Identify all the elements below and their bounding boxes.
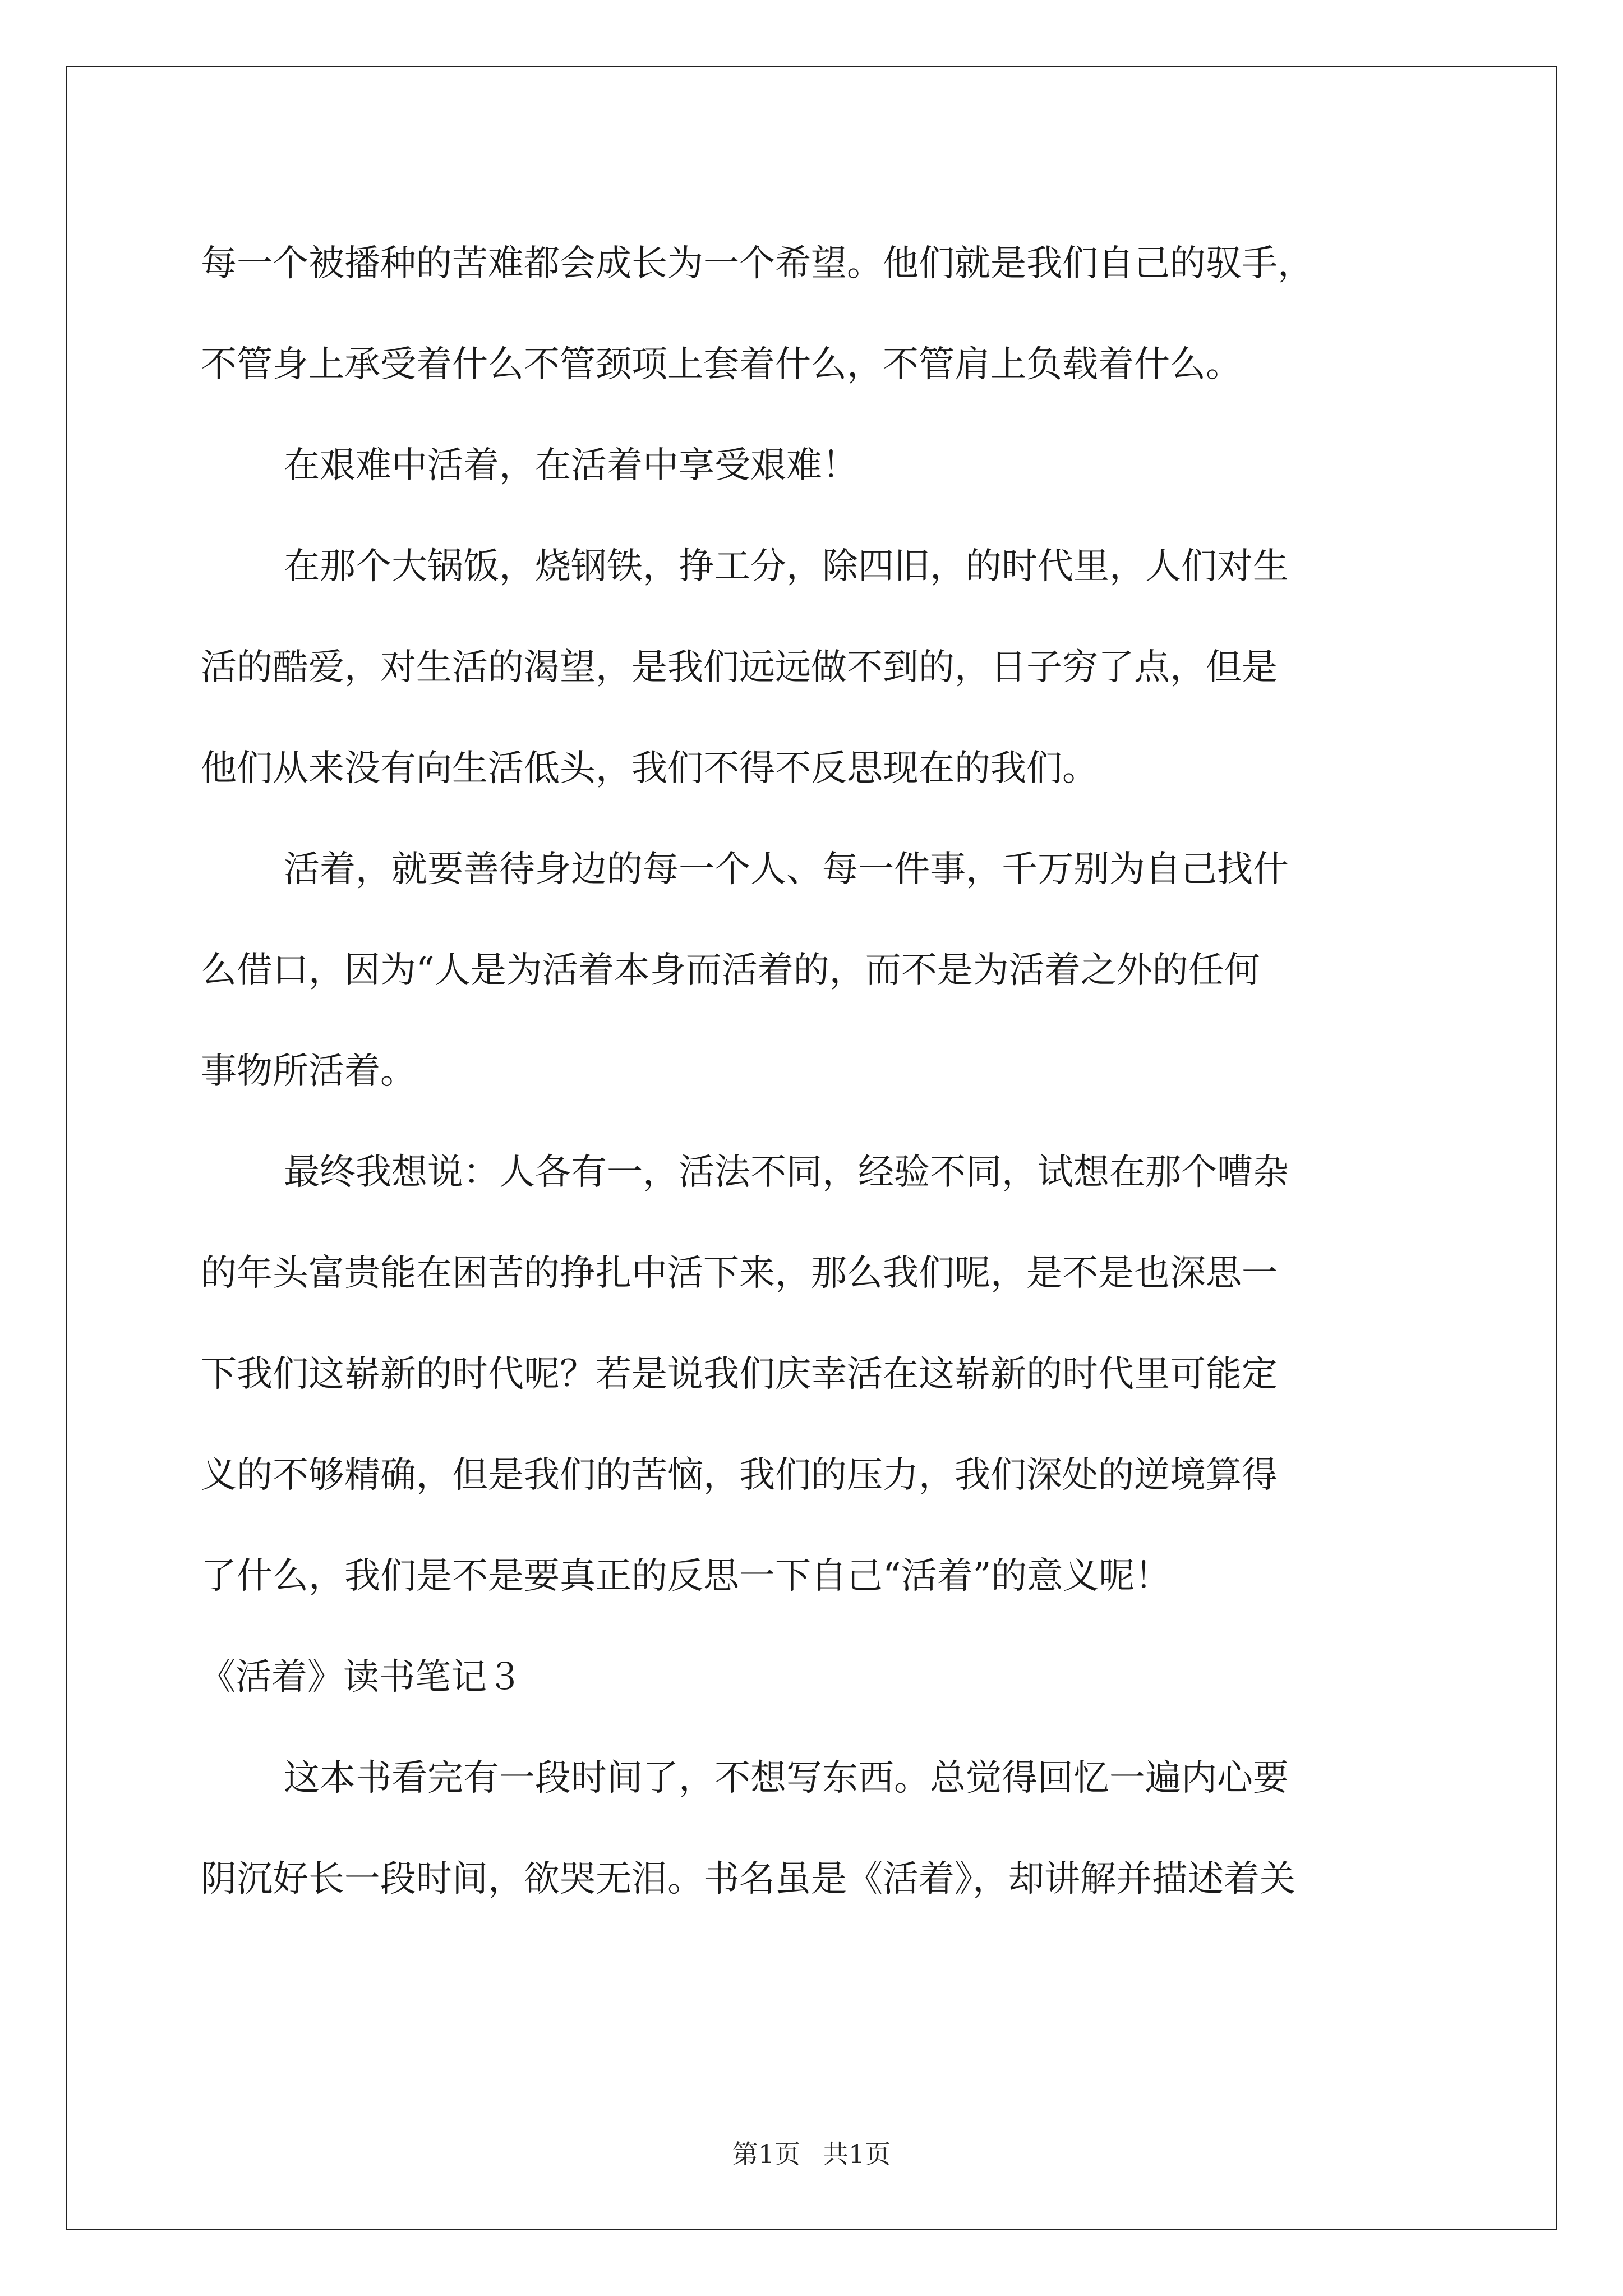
text-line: 义的不够精确，但是我们的苦恼，我们的压力，我们深处的逆境算得 [201,1455,1278,1496]
text-line: 在艰难中活着，在活着中享受艰难！ [284,445,858,486]
section-heading: 《活着》读书笔记３ [200,1657,523,1698]
text-line: 下我们这崭新的时代呢？若是说我们庆幸活在这崭新的时代里可能定 [201,1354,1278,1395]
text-line: 活的酷爱，对生活的渴望，是我们远远做不到的，日子穷了点，但是 [201,647,1278,688]
text-line: 么借口，因为“人是为活着本身而活着的，而不是为活着之外的任何 [201,950,1260,991]
text-line: 这本书看完有一段时间了，不想写东西。总觉得回忆一遍内心要 [284,1757,1289,1799]
text-line: 的年头富贵能在困苦的挣扎中活下来，那么我们呢，是不是也深思一 [201,1253,1278,1294]
page-number-current: 第1页 [732,2139,800,2169]
text-line: 不管身上承受着什么不管颈项上套着什么，不管肩上负载着什么。 [201,344,1242,385]
text-line: 了什么，我们是不是要真正的反思一下自己“活着”的意义呢！ [201,1556,1171,1597]
page-footer [0,2137,1623,2171]
text-line: 他们从来没有向生活低头，我们不得不反思现在的我们。 [201,748,1098,789]
document-body [201,213,1435,1930]
page-number-total: 共1页 [823,2139,891,2169]
text-line: 活着，就要善待身边的每一个人、每一件事，千万别为自己找什 [284,849,1289,890]
text-line: 阴沉好长一段时间，欲哭无泪。书名虽是《活着》，却讲解并描述着关 [201,1858,1295,1900]
text-line: 在那个大锅饭，烧钢铁，挣工分，除四旧，的时代里，人们对生 [284,546,1289,587]
text-line: 最终我想说：人各有一，活法不同，经验不同，试想在那个嘈杂 [284,1152,1289,1193]
text-line: 每一个被播种的苦难都会成长为一个希望。他们就是我们自己的驭手， [201,243,1313,284]
text-line: 事物所活着。 [201,1051,416,1092]
